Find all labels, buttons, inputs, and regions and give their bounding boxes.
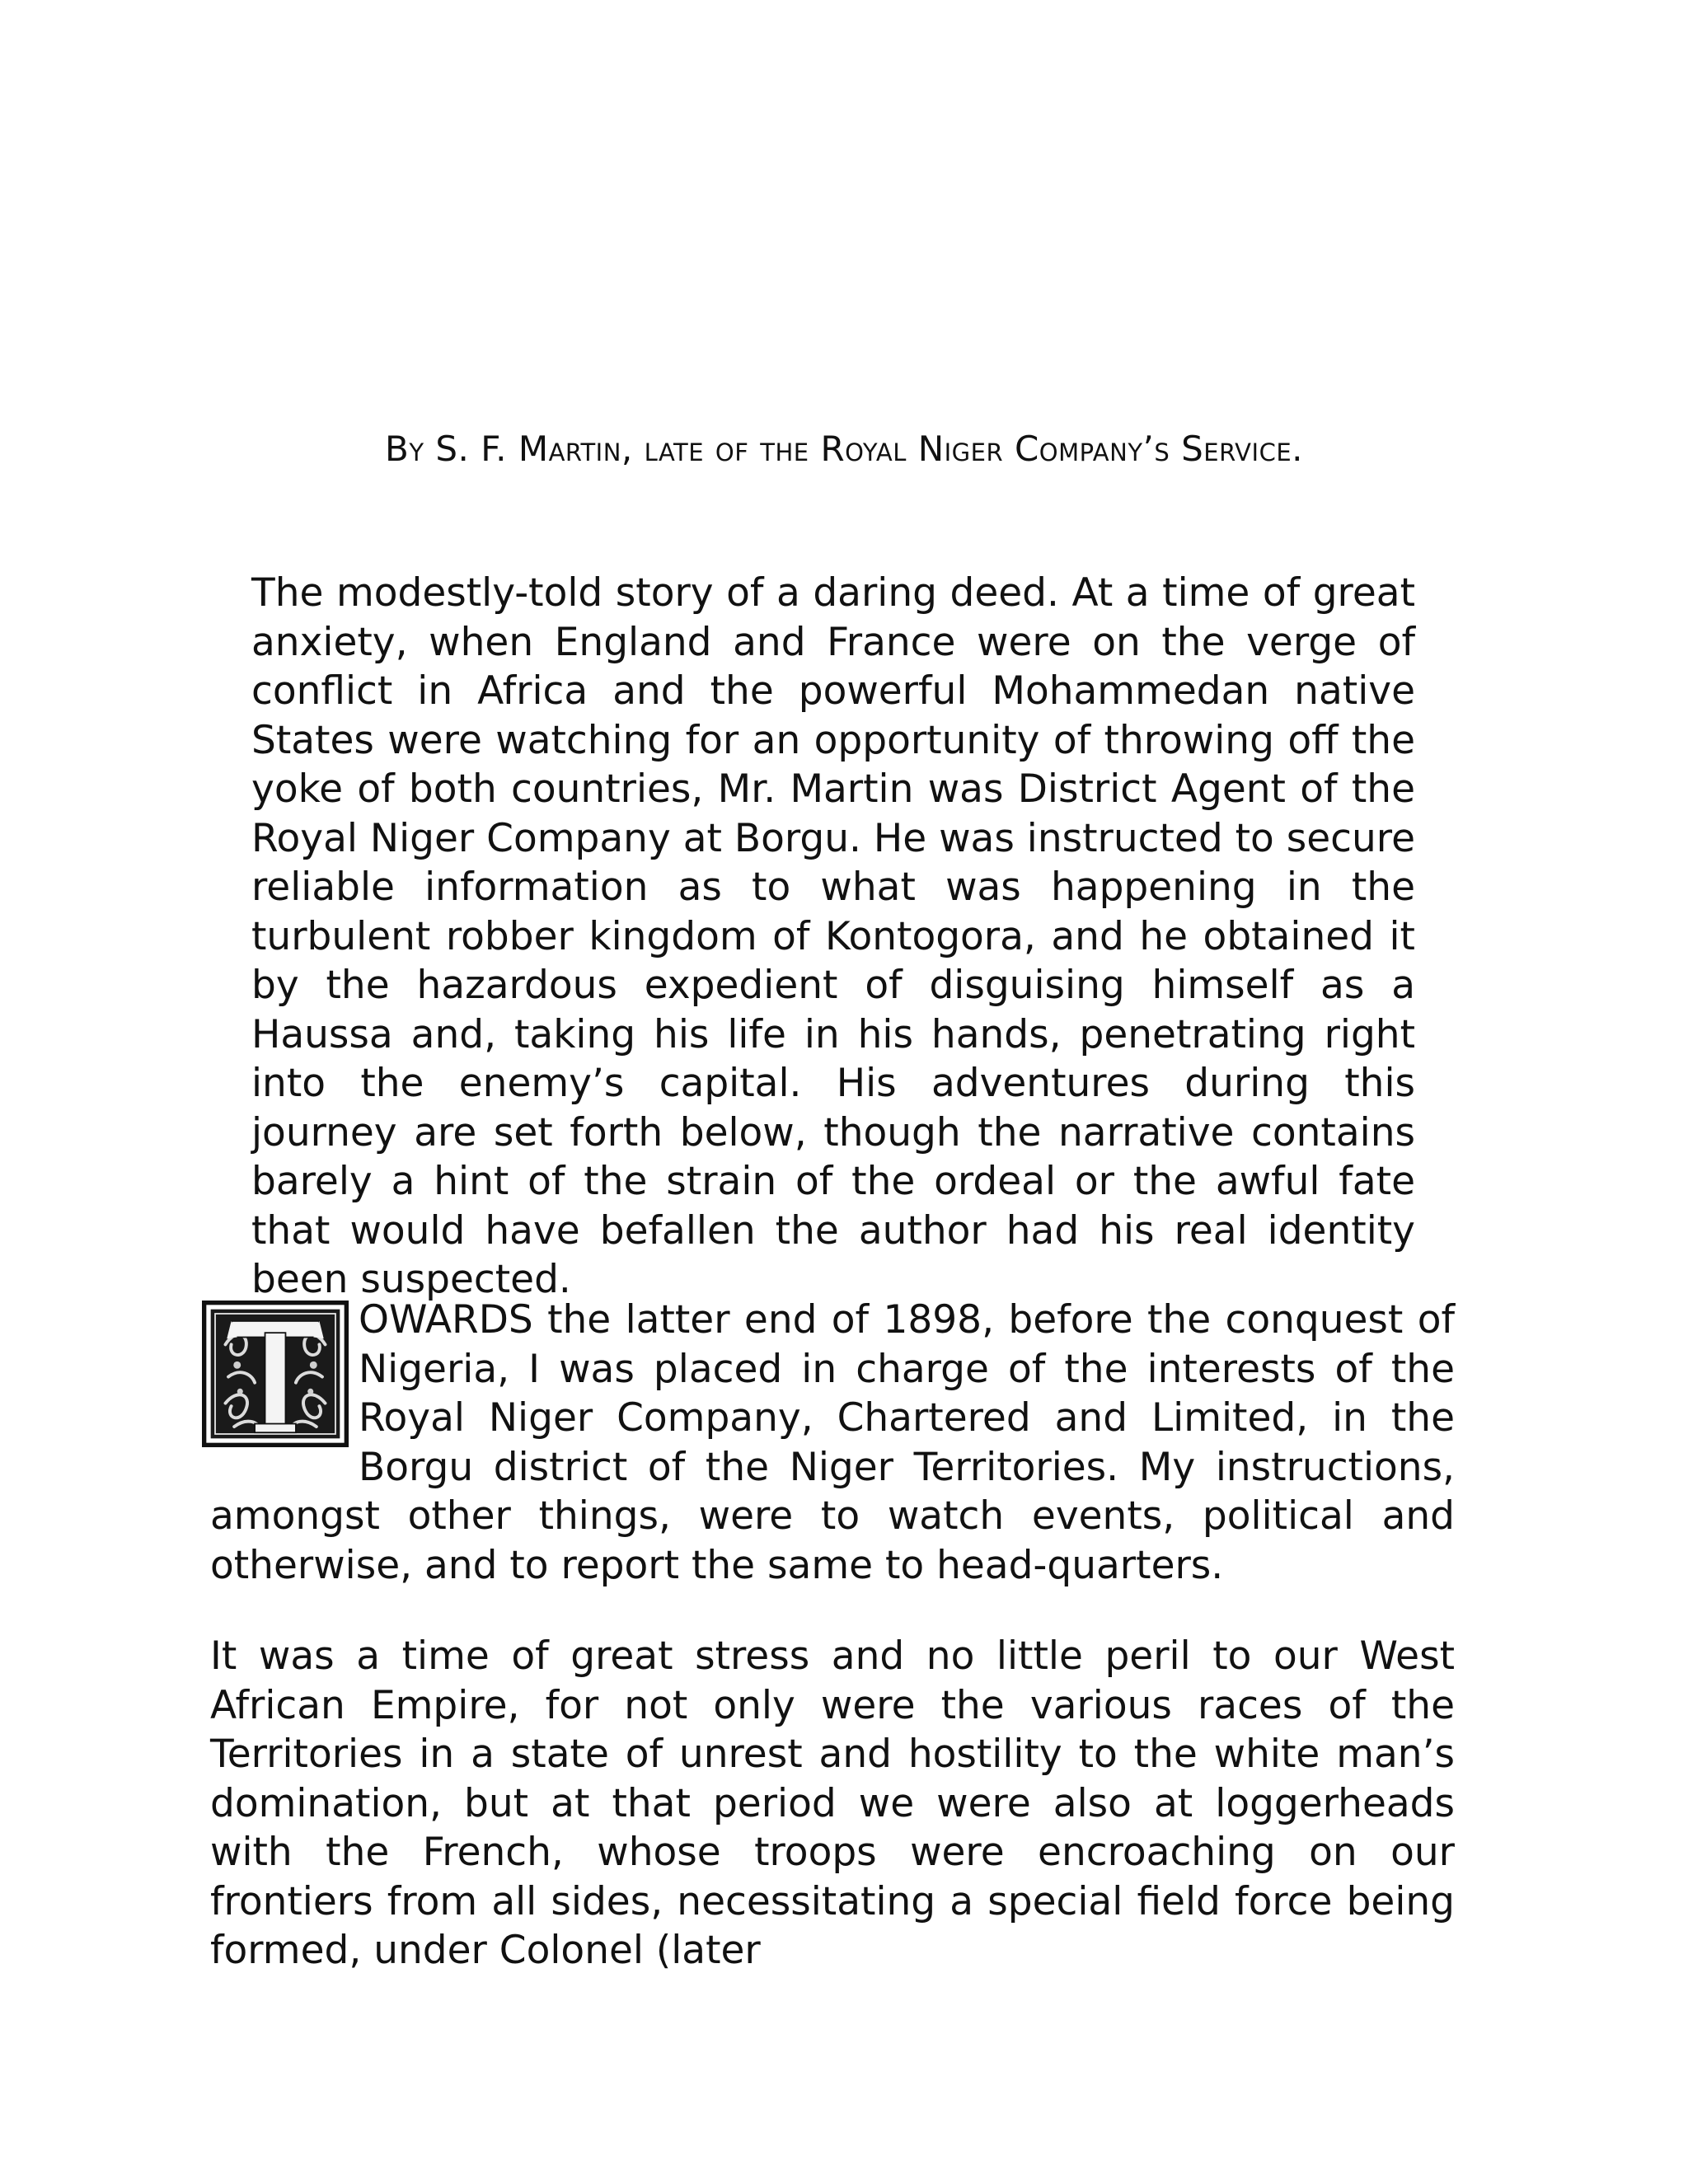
body-paragraph-2 [210, 1632, 1455, 1975]
abstract-paragraph [251, 569, 1415, 1305]
paragraph-2-text: It was a time of great stress and no little peril to our West African Empire, for not only were the various races of the Territories in a state of unrest and hostility to the white man’s domination, but at that period we were also at loggerheads with the French, whose troops were encroaching on our frontiers from all sides, necessitating a special field force being formed, under Colonel (later [210, 1633, 1455, 1973]
body-paragraph-1 [210, 1296, 1455, 1590]
drop-cap-t-ornament [202, 1301, 349, 1447]
paragraph-1-text: OWARDS the latter end of 1898, before the conquest of Nigeria, I was placed in charge of the interests of the Royal Niger Company, Chartered and Limited, in the Borgu district of the Niger Territories. My instructions, amongst other things, were to watch events, political and otherwise, and to report the same to head-quarters. [210, 1297, 1455, 1588]
byline: By S. F. Martin, late of the Royal Niger Company’s Service. [385, 429, 1303, 469]
abstract-text: The modestly-told story of a daring deed. At a time of great anxiety, when England and France were on the verge of conflict in Africa and the powerful Mohammedan native States were watching for an opportunity of throwing off the yoke of both countries, Mr. Martin was District Agent of the Royal Niger Company at Borgu. He was instructed to secure reliable information as to what was happening in the turbulent robber kingdom of Kontogora, and he obtained it by the hazardous expedient of disguising himself as a Haussa and, taking his life in his hands, penetrating right into the enemy’s capital. His adventures during this journey are set forth below, though the narrative contains barely a hint of the strain of the ordeal or the awful fate that would have befallen the author had his real identity been suspected. [251, 570, 1415, 1302]
